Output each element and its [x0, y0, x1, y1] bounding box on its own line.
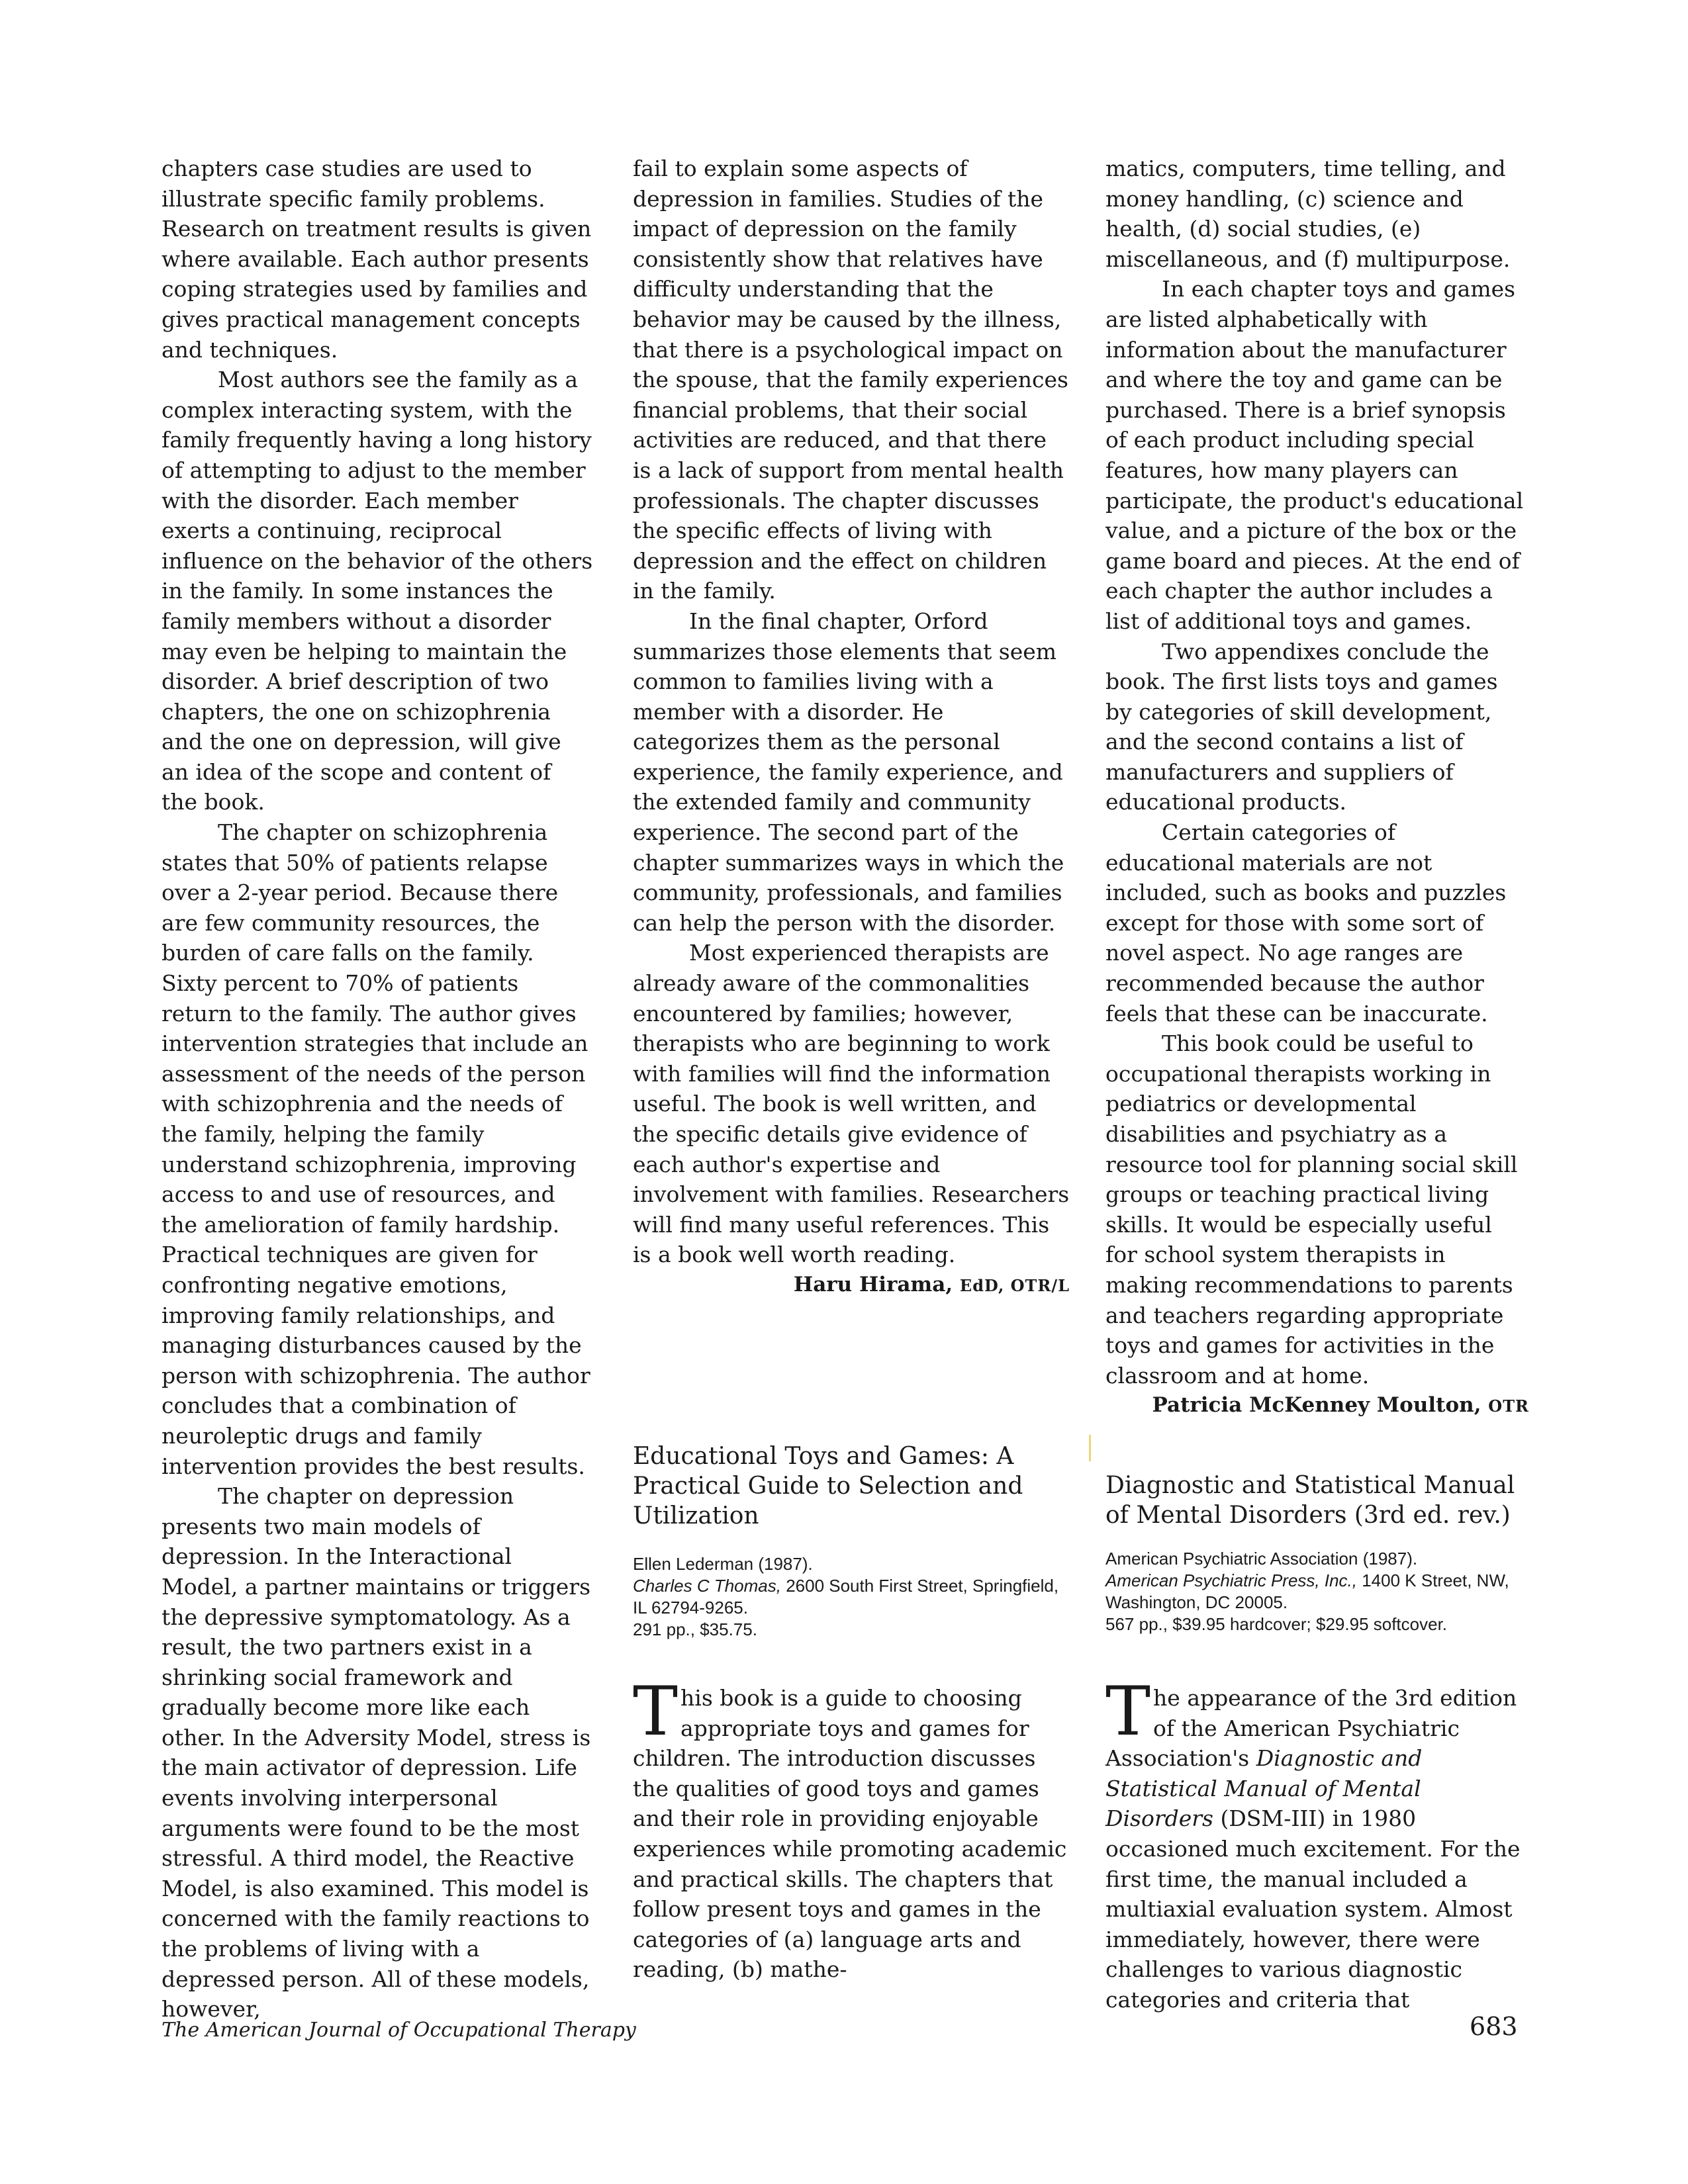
review-author: American Psychiatric Association (1987).	[1105, 1549, 1418, 1569]
paragraph: Two appendixes conclude the book. The first lists toys and games by categories of skill development, and the second contains a list of manufacturers and suppliers of educational products.	[1105, 638, 1498, 815]
paragraph: The chapter on schizophrenia states that 50% of patients relapse over a 2-year period. Because there are few community resources, the burden of care falls on the family. Sixty percent to 70% of patients return to the family. The author gives intervention strategies that include an assessment of the needs of the person with schizophrenia and the needs of the family, helping the family understand schizophrenia, improving access to and use of resources, and the amelioration of family hardship. Practical techniques are given for confronting negative emotions, improving family relationships, and managing disturbances caused by the person with schizophrenia. The author concludes that a combination of neuroleptic drugs and family intervention provides the best results.	[162, 819, 590, 1479]
review-publisher: American Psychiatric Press, Inc.,	[1105, 1570, 1357, 1590]
journal-name: The American Journal of Occupational Therapy	[162, 2019, 636, 2042]
review-address: 1400 K Street, NW, Washington, DC 20005.	[1105, 1570, 1509, 1612]
review-2-body	[1105, 1672, 1529, 2015]
reviewer-credentials: OTR	[1488, 1396, 1529, 1416]
review-title: Diagnostic and Statistical Manual of Mental Disorders (3rd ed. rev.)	[1105, 1472, 1515, 1529]
review-publisher: Charles C Thomas,	[633, 1576, 781, 1596]
paragraph: chapters case studies are used to illustrate specific family problems. Research on treatment results is given where available. Each author presents coping strategies used by families and gives practical management concepts and techniques.	[162, 156, 592, 363]
paragraph: Most authors see the family as a complex interacting system, with the family frequently having a long history of attempting to adjust to the member with the disorder. Each member exerts a continuing, reciprocal influence on the behavior of the others in the family. In some instances the family members without a disorder may even be helping to maintain the disorder. A brief description of two chapters, the one on schizophrenia and the one on depression, will give an idea of the scope and content of the book.	[162, 367, 593, 815]
paragraph: fail to explain some aspects of depression in families. Studies of the impact of depression on the family consistently show that relatives have difficulty understanding that the behavior may be caused by the illness, that there is a psychological impact on the spouse, that the family experiences financial problems, that their social activities are reduced, and that there is a lack of support from mental health professionals. The chapter discusses the specific effects of living with depression and the effect on children in the family.	[633, 156, 1068, 604]
paragraph: matics, computers, time telling, and money handling, (c) science and health, (d) social studies, (e) miscellaneous, and (f) multipurpose.	[1105, 156, 1511, 272]
review-1-body	[633, 1672, 1070, 1985]
review-bibliographic-info	[1105, 1548, 1542, 1635]
review-body-text: (DSM-III) in 1980 occasioned much excitement. For the first time, the manual included a multiaxial evaluation system. Almost immediately, however, there were challenges to various diagnostic categories and criteria that	[1105, 1805, 1521, 2013]
paragraph	[1105, 1672, 1529, 2015]
reviewer-signature	[633, 1270, 1070, 1301]
column-1	[162, 154, 593, 2025]
reviewer-credentials: EdD, OTR/L	[959, 1275, 1070, 1295]
review-publisher-line	[1105, 1570, 1542, 1614]
drop-cap: T	[1105, 1672, 1151, 1751]
review-body-text: he appearance of the 3rd edition of the American Psychiatric Association's	[1105, 1685, 1517, 1772]
paragraph: In each chapter toys and games are listed alphabetically with information about the manufacturer and where the toy and game can be purchased. There is a brief synopsis of each product including special features, how many players can participate, the product's educational value, and a picture of the box or the game board and pieces. At the end of each chapter the author includes a list of additional toys and games.	[1105, 276, 1524, 634]
review-title: Educational Toys and Games: A Practical Guide to Selection and Utilization	[633, 1443, 1023, 1529]
reviewer-name: Patricia McKenney Moulton,	[1152, 1393, 1489, 1418]
review-publisher-line	[633, 1575, 1070, 1619]
paragraph: Most experienced therapists are already aware of the commonalities encountered by families; however, therapists who are beginning to work with families will find the information useful. The book is well written, and the specific details give evidence of each author's expertise and involvement with families. Researchers will find many useful references. This is a book well worth reading.	[633, 940, 1070, 1268]
review-address: 2600 South First Street, Springfield, IL 62794-9265.	[633, 1576, 1059, 1617]
paragraph	[633, 1672, 1070, 1985]
page-number: 683	[1470, 2012, 1518, 2041]
scan-mark	[1089, 1435, 1091, 1461]
reviewer-name: Haru Hirama,	[793, 1272, 960, 1297]
column-3	[1105, 154, 1529, 1422]
review-pages-price: 567 pp., $39.95 hardcover; $29.95 softcover.	[1105, 1614, 1448, 1634]
reviewer-signature	[1105, 1390, 1529, 1422]
review-author: Ellen Lederman (1987).	[633, 1554, 813, 1574]
column-2	[633, 154, 1070, 1301]
review-bibliographic-info	[633, 1553, 1070, 1641]
book-title-italic: Diagnostic and Statistical Manual of Mental Disorders	[1105, 1745, 1423, 1832]
paragraph: In the final chapter, Orford summarizes those elements that seem common to families living with a member with a disorder. He categorizes them as the personal experience, the family experience, and the extended family and community experience. The second part of the chapter summarizes ways in which the community, professionals, and families can help the person with the disorder.	[633, 608, 1064, 936]
paragraph: The chapter on depression presents two main models of depression. In the Interactional Model, a partner maintains or triggers the depressive symptomatology. As a result, the two partners exist in a shrinking social framework and gradually become more like each other. In the Adversity Model, stress is the main activator of depression. Life events involving interpersonal arguments were found to be the most stressful. A third model, the Reactive Model, is also examined. This model is concerned with the family reactions to the problems of living with a depressed person. All of these models, however,	[162, 1483, 591, 2023]
review-pages-price: 291 pp., $35.75.	[633, 1619, 757, 1639]
review-body-text: his book is a guide to choosing appropriate toys and games for children. The introduction discusses the qualities of good toys and games and their role in providing enjoyable experiences while promoting academic and practical skills. The chapters that follow present toys and games in the categories of (a) language arts and reading, (b) mathe-	[633, 1685, 1067, 1983]
paragraph: Certain categories of educational materials are not included, such as books and puzzles except for those with some sort of novel aspect. No age ranges are recommended because the author feels that these can be inaccurate.	[1105, 819, 1507, 1026]
paragraph: This book could be useful to occupational therapists working in pediatrics or developmental disabilities and psychiatry as a resource tool for planning social skill groups or teaching practical living skills. It would be especially useful for school system therapists in making recommendations to parents and teachers regarding appropriate toys and games for activities in the classroom and at home.	[1105, 1030, 1518, 1388]
drop-cap: T	[633, 1672, 679, 1751]
